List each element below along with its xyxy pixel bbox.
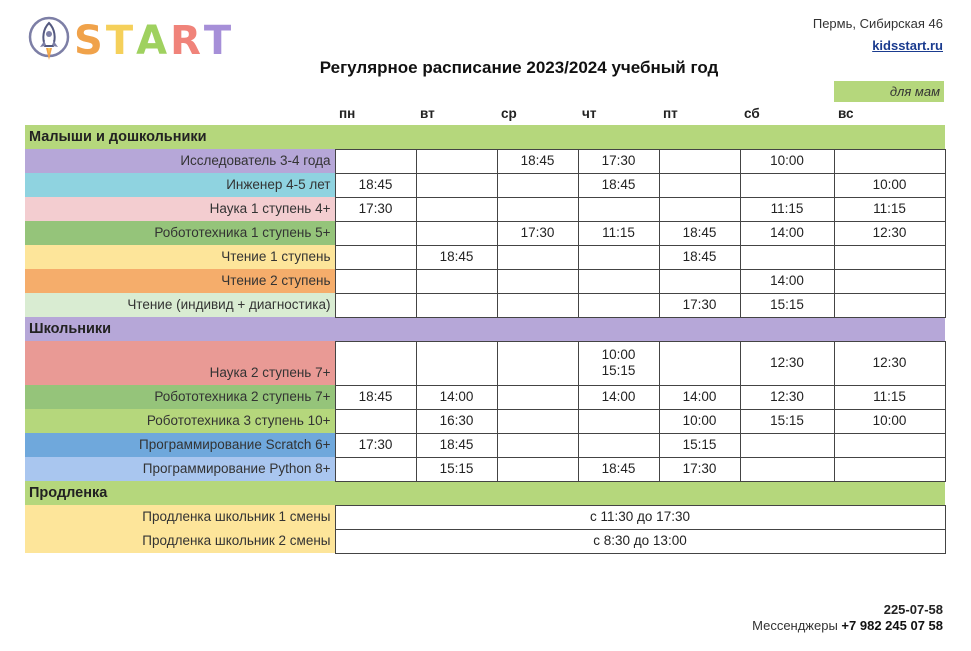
time-cell [659, 173, 740, 197]
time-cell: 12:30 [834, 221, 945, 245]
time-cell [497, 269, 578, 293]
time-cell: 11:15 [578, 221, 659, 245]
time-cell: 11:15 [834, 385, 945, 409]
time-cell [659, 269, 740, 293]
time-cell [659, 341, 740, 385]
time-cell [578, 197, 659, 221]
messengers-line [752, 618, 943, 633]
time-cell: 10:00 [740, 149, 834, 173]
class-name: Чтение (индивид + диагностика) [25, 293, 335, 317]
class-name: Чтение 2 ступень [25, 269, 335, 293]
time-cell [335, 457, 416, 481]
time-cell [335, 269, 416, 293]
section-header-row [25, 481, 945, 505]
time-cell: 14:00 [740, 269, 834, 293]
time-cell: 18:45 [578, 457, 659, 481]
logo-text [74, 18, 235, 64]
time-cell [497, 197, 578, 221]
time-cell: 15:15 [740, 293, 834, 317]
time-cell: 10:00 [659, 409, 740, 433]
time-cell [497, 457, 578, 481]
logo-letter: A [136, 18, 171, 64]
days-header-spacer [25, 103, 335, 125]
time-cell [578, 433, 659, 457]
class-row [25, 197, 945, 221]
time-cell: 14:00 [659, 385, 740, 409]
time-cell: 10:00 [834, 173, 945, 197]
time-value: 10:00 [601, 347, 636, 362]
time-span-cell: с 11:30 до 17:30 [335, 505, 945, 529]
time-cell: 17:30 [659, 457, 740, 481]
time-cell [578, 245, 659, 269]
time-span-cell: с 8:30 до 13:00 [335, 529, 945, 553]
time-cell: 12:30 [740, 385, 834, 409]
days-header-row [25, 103, 945, 125]
time-cell: 18:45 [335, 173, 416, 197]
logo-letter: T [105, 18, 137, 64]
time-cell: 12:30 [740, 341, 834, 385]
time-cell [335, 221, 416, 245]
time-cell: 14:00 [578, 385, 659, 409]
time-cell: 18:45 [335, 385, 416, 409]
class-name: Чтение 1 ступень [25, 245, 335, 269]
time-cell [497, 341, 578, 385]
time-cell [416, 149, 497, 173]
class-row [25, 269, 945, 293]
time-cell: 11:15 [834, 197, 945, 221]
time-cell [416, 341, 497, 385]
day-header: вт [420, 106, 435, 121]
time-cell [497, 293, 578, 317]
class-row [25, 245, 945, 269]
logo-letter: T [203, 18, 235, 64]
time-cell: 15:15 [659, 433, 740, 457]
schedule-table [25, 103, 946, 554]
day-header: вс [838, 106, 854, 121]
class-row [25, 529, 945, 553]
time-cell [416, 197, 497, 221]
time-cell: 10:00 [834, 409, 945, 433]
time-cell: 18:45 [416, 245, 497, 269]
time-cell: 17:30 [659, 293, 740, 317]
site-link[interactable]: kidsstart.ru [872, 38, 943, 53]
time-cell [416, 269, 497, 293]
time-cell: 14:00 [740, 221, 834, 245]
time-cell [497, 385, 578, 409]
time-cell [416, 173, 497, 197]
time-cell [497, 173, 578, 197]
time-cell [834, 245, 945, 269]
time-cell: 18:45 [659, 221, 740, 245]
class-row [25, 409, 945, 433]
time-cell [335, 409, 416, 433]
address: Пермь, Сибирская 46 [812, 16, 943, 31]
time-cell: 18:45 [497, 149, 578, 173]
time-cell [834, 433, 945, 457]
class-name: Робототехника 2 ступень 7+ [25, 385, 335, 409]
time-cell [740, 457, 834, 481]
time-value: 15:15 [601, 363, 636, 378]
class-row [25, 293, 945, 317]
time-cell: 16:30 [416, 409, 497, 433]
day-header: сб [744, 106, 760, 121]
time-cell [834, 149, 945, 173]
time-cell [834, 269, 945, 293]
class-row [25, 505, 945, 529]
time-cell [740, 433, 834, 457]
time-cell: 17:30 [335, 197, 416, 221]
class-row [25, 149, 945, 173]
time-cell [834, 457, 945, 481]
time-cell [834, 293, 945, 317]
time-cell [335, 341, 416, 385]
section-title: Малыши и дошкольники [25, 125, 945, 149]
time-cell: 17:30 [497, 221, 578, 245]
for-moms-label: для мам [834, 81, 944, 102]
section-header-row [25, 317, 945, 341]
time-cell [416, 221, 497, 245]
day-header: чт [582, 106, 597, 121]
class-name: Робототехника 1 ступень 5+ [25, 221, 335, 245]
time-cell [578, 409, 659, 433]
time-cell [578, 293, 659, 317]
logo-letter: R [170, 18, 204, 64]
class-name: Наука 1 ступень 4+ [25, 197, 335, 221]
time-cell [335, 245, 416, 269]
class-name: Наука 2 ступень 7+ [25, 341, 335, 385]
class-row [25, 173, 945, 197]
time-cell [335, 293, 416, 317]
time-cell [497, 409, 578, 433]
messengers-number: +7 982 245 07 58 [841, 618, 943, 633]
time-cell [578, 341, 659, 385]
class-name: Исследователь 3-4 года [25, 149, 335, 173]
page-title: Регулярное расписание 2023/2024 учебный год [319, 58, 719, 77]
class-name: Продленка школьник 1 смены [25, 505, 335, 529]
time-cell [497, 433, 578, 457]
time-cell: 12:30 [834, 341, 945, 385]
class-row [25, 221, 945, 245]
section-title: Школьники [25, 317, 945, 341]
class-row [25, 385, 945, 409]
day-header: ср [501, 106, 517, 121]
class-row [25, 433, 945, 457]
day-header: пт [663, 106, 678, 121]
time-cell [740, 173, 834, 197]
messengers-label: Мессенджеры [752, 618, 842, 633]
time-cell: 17:30 [578, 149, 659, 173]
time-cell: 11:15 [740, 197, 834, 221]
time-cell: 18:45 [659, 245, 740, 269]
time-cell: 17:30 [335, 433, 416, 457]
class-row [25, 341, 945, 385]
time-cell [659, 197, 740, 221]
class-name: Инженер 4-5 лет [25, 173, 335, 197]
class-name: Продленка школьник 2 смены [25, 529, 335, 553]
time-cell: 14:00 [416, 385, 497, 409]
time-cell: 18:45 [416, 433, 497, 457]
phone-number: 225-07-58 [883, 602, 943, 617]
time-cell [335, 149, 416, 173]
time-cell: 18:45 [578, 173, 659, 197]
class-name: Робототехника 3 ступень 10+ [25, 409, 335, 433]
logo-letter: S [74, 18, 106, 64]
time-cell [659, 149, 740, 173]
time-cell: 15:15 [740, 409, 834, 433]
time-cell [740, 245, 834, 269]
class-row [25, 457, 945, 481]
day-header: пн [339, 106, 356, 121]
time-cell [497, 245, 578, 269]
time-cell [416, 293, 497, 317]
section-title: Продленка [25, 481, 945, 505]
time-cell: 15:15 [416, 457, 497, 481]
class-name: Программирование Python 8+ [25, 457, 335, 481]
time-cell [578, 269, 659, 293]
section-header-row [25, 125, 945, 149]
class-name: Программирование Scratch 6+ [25, 433, 335, 457]
